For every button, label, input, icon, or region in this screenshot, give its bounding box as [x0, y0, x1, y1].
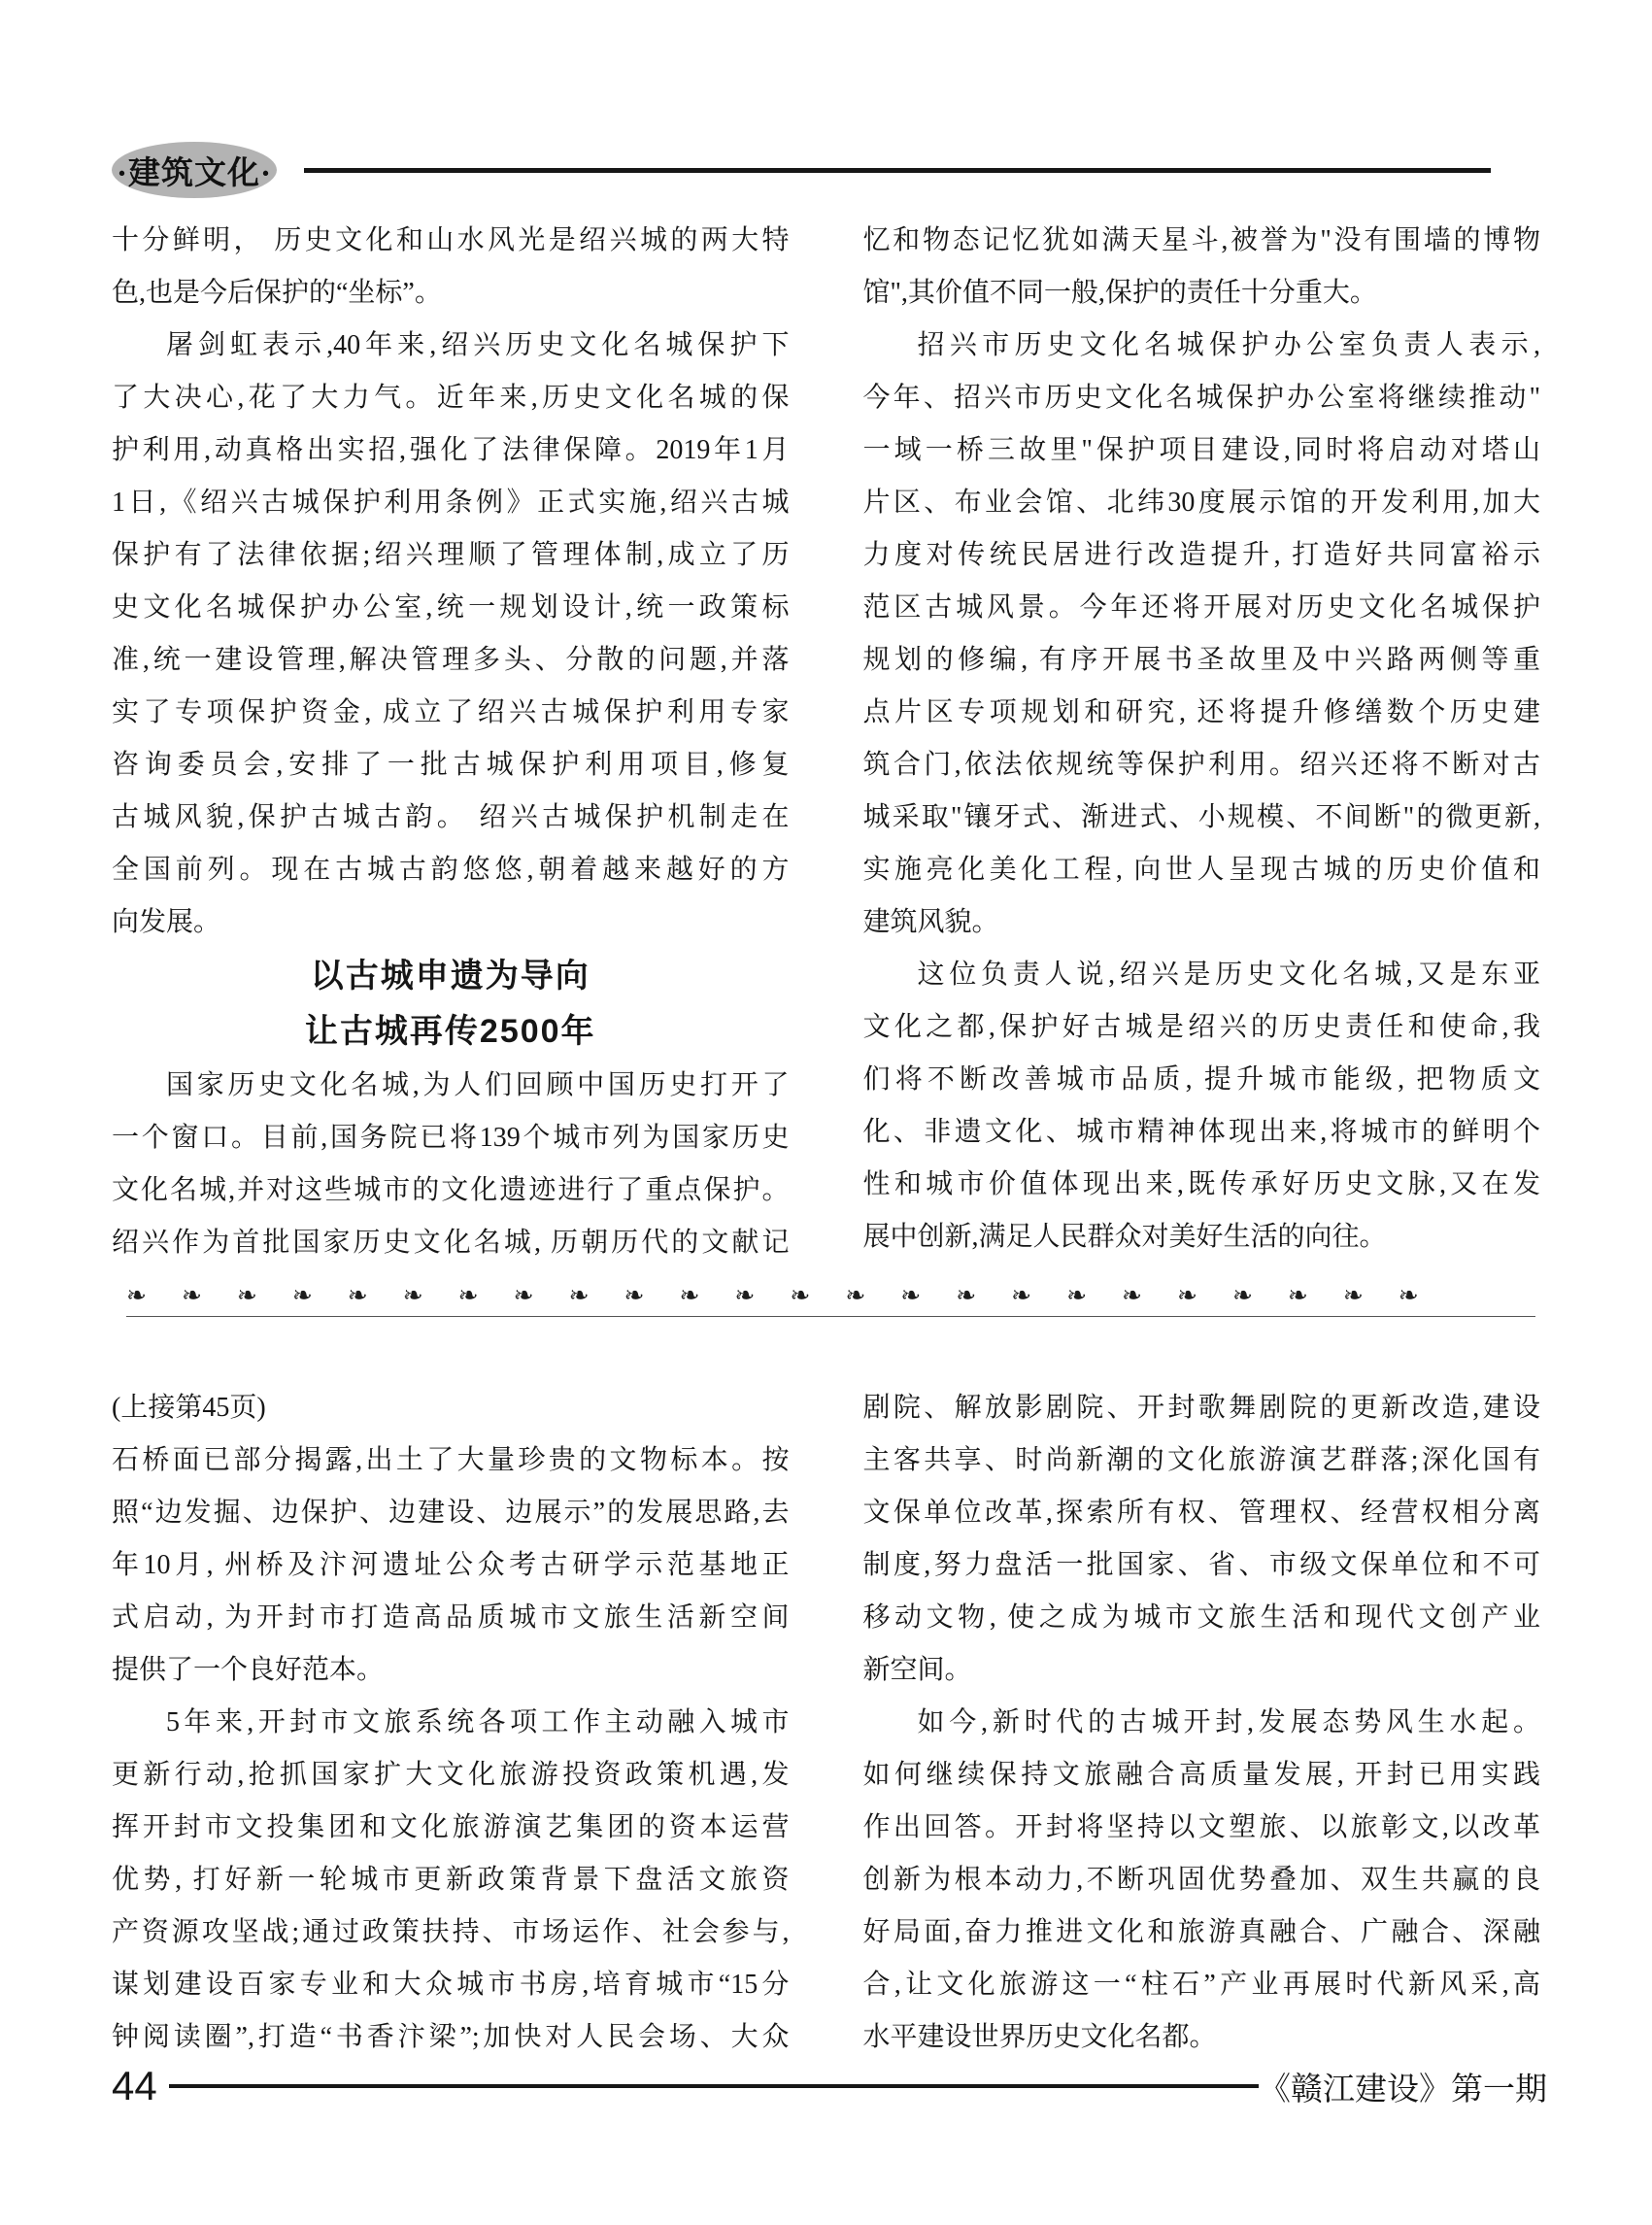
text-line: 色,也是今后保护的“坐标”。	[112, 278, 442, 308]
text-line: 优势, 打好新一轮城市更新政策背景下盘活文旅资	[112, 1865, 790, 1895]
text-line: 保护有了法律依据;绍兴理顺了管理体制,成立了历	[112, 540, 790, 570]
text-line: 移动文物, 使之成为城市文旅生活和现代文创产业	[862, 1602, 1540, 1633]
text-line: 国家历史文化名城,为人们回顾中国历史打开了	[166, 1070, 790, 1100]
page-number: 44	[112, 2063, 157, 2108]
text-line: 照“边发掘、边保护、边建设、边展示”的发展思路,去	[112, 1498, 790, 1528]
text-line: 馆",其价值不同一般,保护的责任十分重大。	[862, 278, 1377, 308]
text-line: 力度对传统民居进行改造提升, 打造好共同富裕示	[862, 540, 1540, 570]
text-line: 更新行动,抢抓国家扩大文化旅游投资政策机遇,发	[112, 1760, 790, 1790]
article-1	[112, 215, 1540, 1269]
text-line: 制度,努力盘活一批国家、省、市级文保单位和不可	[862, 1550, 1540, 1580]
text-line: 作出回答。开封将坚持以文塑旅、以旅彰文,以改革	[862, 1812, 1540, 1842]
text-line: 今年、招兴市历史文化名城保护办公室将继续推动"	[862, 383, 1540, 413]
text-line: 十分鲜明， 历史文化和山水风光是绍兴城的两大特	[112, 225, 790, 255]
text-line: 绍兴作为首批国家历史文化名城, 历朝历代的文献记	[112, 1228, 790, 1258]
text-line: 如今,新时代的古城开封,发展态势风生水起。	[917, 1707, 1540, 1737]
journal-title: 《赣江建设》第一期	[1259, 2072, 1547, 2107]
text-line: 了大决心,花了大力气。近年来,历史文化名城的保	[112, 383, 790, 413]
text-line: 实了专项保护资金, 成立了绍兴古城保护利用专家	[112, 697, 790, 727]
article-1-left-column	[112, 215, 790, 1269]
text-line: 剧院、解放影剧院、开封歌舞剧院的更新改造,建设	[862, 1393, 1540, 1423]
text-line: 文化名城,并对这些城市的文化遗迹进行了重点保护。	[112, 1175, 790, 1205]
text-line: 谋划建设百家专业和大众城市书房,培育城市“15分	[112, 1970, 790, 2000]
text-line: 水平建设世界历史文化名都。	[862, 2022, 1217, 2052]
text-line: 招兴市历史文化名城保护办公室负责人表示,	[917, 330, 1540, 360]
text-line: 们将不断改善城市品质, 提升城市能级, 把物质文	[862, 1064, 1540, 1095]
text-line: 古城风貌,保护古城古韵。 绍兴古城保护机制走在	[112, 802, 790, 832]
text-line: 新空间。	[862, 1655, 972, 1685]
article-2-right-column	[863, 1382, 1541, 2064]
text-line: 这位负责人说,绍兴是历史文化名城,又是东亚	[917, 960, 1540, 990]
text-line: 1日,《绍兴古城保护利用条例》正式实施,绍兴古城	[112, 488, 790, 518]
text-line: 咨询委员会,安排了一批古城保护利用项目,修复	[112, 750, 790, 780]
article-1-right-column	[863, 215, 1541, 1269]
text-line: 一个窗口。目前,国务院已将139个城市列为国家历史	[112, 1123, 790, 1153]
text-line: 性和城市价值体现出来,既传承好历史文脉,又在发	[862, 1169, 1540, 1199]
text-line: 屠剑虹表示,40年来,绍兴历史文化名城保护下	[166, 330, 790, 360]
text-line: 如何继续保持文旅融合高质量发展, 开封已用实践	[862, 1760, 1540, 1790]
text-line: 全国前列。现在古城古韵悠悠,朝着越来越好的方	[112, 855, 790, 885]
text-line: 产资源攻坚战;通过政策扶持、市场运作、社会参与,	[112, 1917, 790, 1947]
text-line: 护利用,动真格出实招,强化了法律保障。2019年1月	[112, 435, 790, 465]
text-line: 创新为根本动力,不断巩固优势叠加、双生共赢的良	[862, 1865, 1540, 1895]
text-line: 石桥面已部分揭露,出土了大量珍贵的文物标本。按	[112, 1445, 790, 1475]
text-line: 准,统一建设管理,解决管理多头、分散的问题,并落	[112, 645, 790, 675]
text-line: 实施亮化美化工程, 向世人呈现古城的历史价值和	[862, 855, 1540, 885]
ornament-divider: ❧❧❧❧❧❧❧❧❧❧❧❧❧❧❧❧❧❧❧❧❧❧❧❧	[126, 1275, 1535, 1317]
text-line: 文保单位改革,探索所有权、管理权、经营权相分离	[862, 1498, 1540, 1528]
article-2-left-column	[112, 1382, 790, 2064]
text-line: 好局面,奋力推进文化和旅游真融合、广融合、深融	[862, 1917, 1540, 1947]
footer-rule	[169, 2084, 1259, 2088]
text-line: 提供了一个良好范本。	[112, 1655, 385, 1685]
text-line: 挥开封市文投集团和文化旅游演艺集团的资本运营	[112, 1812, 790, 1842]
page-footer	[112, 2061, 1547, 2111]
text-line: 史文化名城保护办公室,统一规划设计,统一政策标	[112, 592, 790, 623]
text-line: (上接第45页)	[112, 1393, 266, 1423]
text-line: 主客共享、时尚新潮的文化旅游演艺群落;深化国有	[862, 1445, 1540, 1475]
article-heading-line: 让古城再传2500年	[304, 1013, 596, 1050]
text-line: 一域一桥三故里"保护项目建设,同时将启动对塔山	[862, 435, 1540, 465]
text-line: 文化之都,保护好古城是绍兴的历史责任和使命,我	[862, 1012, 1540, 1042]
text-line: 筑合门,依法依规统等保护利用。绍兴还将不断对古	[862, 750, 1540, 780]
header-rule	[304, 168, 1491, 173]
section-header	[112, 142, 1539, 198]
text-line: 建筑风貌。	[862, 907, 999, 937]
badge-label: ·建筑文化·	[116, 155, 272, 191]
text-line: 向发展。	[112, 907, 221, 937]
article-2	[112, 1382, 1540, 2064]
text-line: 忆和物态记忆犹如满天星斗,被誉为"没有围墙的博物	[862, 225, 1540, 255]
text-line: 点片区专项规划和研究, 还将提升修缮数个历史建	[862, 697, 1540, 727]
article-heading-line: 以古城申遗为导向	[310, 958, 590, 995]
text-line: 范区古城风景。今年还将开展对历史文化名城保护	[862, 592, 1540, 623]
column-badge	[112, 142, 277, 198]
text-line: 钟阅读圈”,打造“书香汴梁”;加快对人民会场、大众	[112, 2022, 790, 2052]
text-line: 化、非遗文化、城市精神体现出来,将城市的鲜明个	[862, 1117, 1540, 1147]
text-line: 式启动, 为开封市打造高品质城市文旅生活新空间	[112, 1602, 790, 1633]
text-line: 合,让文化旅游这一“柱石”产业再展时代新风采,高	[862, 1970, 1540, 2000]
text-line: 城采取"镶牙式、渐进式、小规模、不间断"的微更新,	[862, 802, 1540, 832]
text-line: 5年来,开封市文旅系统各项工作主动融入城市	[166, 1707, 790, 1737]
text-line: 片区、布业会馆、北纬30度展示馆的开发利用,加大	[862, 488, 1540, 518]
text-line: 年10月, 州桥及汴河遗址公众考古研学示范基地正	[112, 1550, 790, 1580]
text-line: 规划的修编, 有序开展书圣故里及中兴路两侧等重	[862, 645, 1540, 675]
text-line: 展中创新,满足人民群众对美好生活的向往。	[862, 1222, 1387, 1252]
